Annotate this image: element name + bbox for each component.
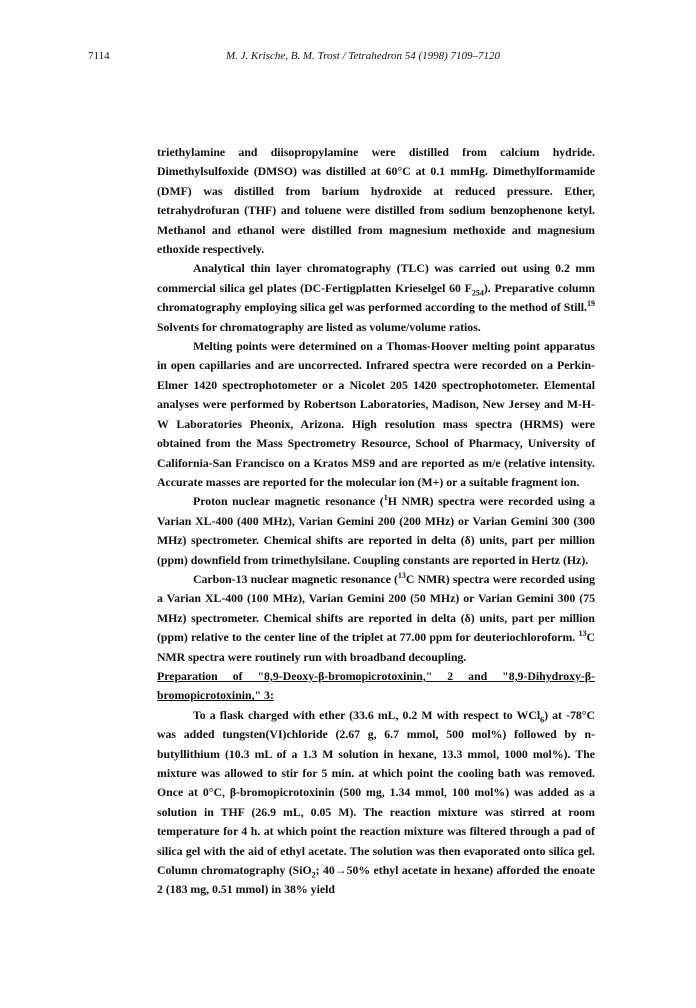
carbon-text-b: C NMR) spectra were recorded using a Varian XL-400 (100 MHz), Varian Gemini 200 (50 MHz) or Varian Gemini 300 (75 MHz) spectrometer. Chemical shifts are reported in delta (δ) units, part per million (ppm) relative to the center line of the triplet at 77.00 ppm for deuteriochloroform.: [157, 571, 595, 645]
carbon-text-a: Carbon-13 nuclear magnetic resonance (: [193, 571, 398, 586]
carbon-superscript-2: 13: [578, 629, 587, 639]
article-body: [157, 143, 595, 900]
tlc-text-a: Analytical thin layer chromatography (TLC) was carried out using 0.2 mm commercial silica gel plates (DC-Fertigplatten Krieselgel 60 F: [157, 261, 595, 295]
page-number: 7114: [88, 50, 110, 62]
paragraph-procedure: [157, 706, 595, 900]
tlc-subscript: 254: [471, 288, 484, 298]
tlc-text-c: Solvents for chromatography are listed as volume/volume ratios.: [157, 319, 481, 334]
paragraph-solvents: triethylamine and diisopropylamine were distilled from calcium hydride. Dimethylsulfoxide (DMSO) was distilled at 60°C at 0.1 mmHg. Dimethylformamide (DMF) was distilled from barium hydroxide at reduced pressure. Ether, tetrahydrofuran (THF) and toluene were distilled from sodium benzophenone ketyl. Methanol and ethanol were distilled from magnesium methoxide and magnesium ethoxide respectively.: [157, 145, 595, 257]
procedure-text-a: To a flask charged with ether (33.6 mL, 0.2 M with respect to WCl: [193, 707, 541, 722]
carbon-superscript-1: 13: [397, 571, 406, 581]
paragraph-tlc: [157, 259, 595, 337]
section-heading: Preparation of "8,9-Deoxy-β-bromopicrotoxinin," 2 and "8,9-Dihydroxy-β-bromopicrotoxinin," 3:: [157, 668, 595, 703]
carbon-text-c: C NMR spectra were routinely run with broadband decoupling.: [157, 630, 595, 664]
procedure-subscript-1: 6: [540, 715, 545, 725]
running-head: M. J. Krische, B. M. Trost / Tetrahedron 54 (1998) 7109–7120: [225, 50, 501, 62]
proton-text-a: Proton nuclear magnetic resonance (: [193, 494, 384, 509]
procedure-text-b: ) at -78°C was added tungsten(VI)chloride (2.67 g, 6.7 mmol, 500 mol%) followed by n-butyllithium (10.3 mL of a 1.3 M solution in hexane, 13.3 mmol, 1000 mol%). The mixture was allowed to stir for 5 min. at which point the cooling bath was removed. Once at 0°C, β-bromopicrotoxinin (500 mg, 1.34 mmol, 100 mol%) was added as a solution in THF (26.9 mL, 0.05 M). The reaction mixture was stirred at room temperature for 4 h. at which point the reaction mixture was filtered through a pad of silica gel with the aid of ethyl acetate. The solution was then evaporated onto silica gel. Column chromatography (SiO: [157, 707, 595, 878]
paragraph-instruments: Melting points were determined on a Thomas-Hoover melting point apparatus in open capillaries and are uncorrected. Infrared spectra were recorded on a Perkin-Elmer 1420 spectrophotometer or a Nicolet 205 1420 spectrophotometer. Elemental analyses were performed by Robertson Laboratories, Madison, New Jersey and M-H-W Laboratories Pheonix, Arizona. High resolution mass spectra (HRMS) were obtained from the Mass Spectrometry Resource, School of Pharmacy, University of California-San Francisco on a Kratos MS9 and are reported as m/e (relative intensity. Accurate masses are reported for the molecular ion (M+) or a suitable fragment ion.: [157, 339, 595, 489]
proton-text-b: H NMR) spectra were recorded using a Varian XL-400 (400 MHz), Varian Gemini 200 (200 MHz) or Varian Gemini 300 (300 MHz) spectrometer. Chemical shifts are reported in delta (δ) units, part per million (ppm) downfield from trimethylsilane. Coupling constants are reported in Hertz (Hz).: [157, 494, 595, 567]
proton-superscript: 1: [383, 493, 388, 503]
tlc-text-b: ). Preparative column chromatography employing silica gel was performed according to the method of Still.: [157, 280, 595, 315]
reference-superscript: 19: [587, 299, 595, 309]
paragraph-proton-nmr: [157, 492, 595, 570]
paragraph-carbon-nmr: [157, 570, 595, 667]
procedure-text-c: ; 40→50% ethyl acetate in hexane) afforded the enoate 2 (183 mg, 0.51 mmol) in 38% yield: [157, 863, 595, 897]
procedure-subscript-2: 2: [311, 870, 316, 880]
